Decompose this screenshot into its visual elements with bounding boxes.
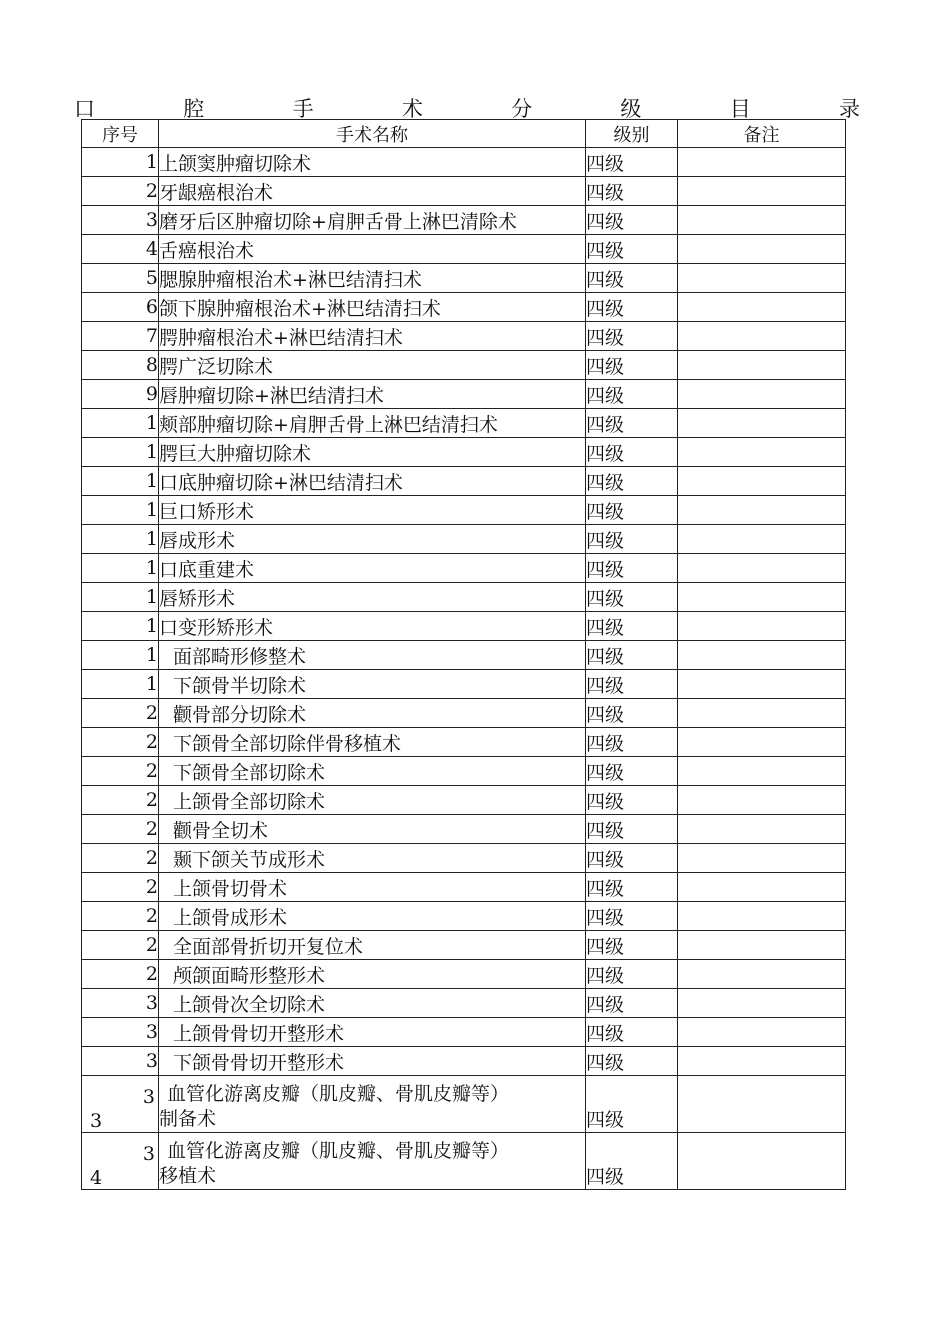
table-row — [82, 1018, 846, 1047]
surgery-level: 四级 — [586, 438, 678, 467]
table-row — [82, 815, 846, 844]
surgery-name: 上颌骨切骨术 — [159, 873, 586, 902]
surgery-name: 上颌窦肿瘤切除术 — [159, 148, 586, 177]
row-note — [678, 554, 846, 583]
surgery-level: 四级 — [586, 757, 678, 786]
table-row — [82, 438, 846, 467]
row-number: 2 — [82, 757, 159, 786]
row-number: 3 — [82, 206, 159, 235]
surgery-level: 四级 — [586, 148, 678, 177]
surgery-level: 四级 — [586, 293, 678, 322]
surgery-name: 舌癌根治术 — [159, 235, 586, 264]
row-note — [678, 206, 846, 235]
surgery-level: 四级 — [586, 1133, 678, 1190]
surgery-level: 四级 — [586, 322, 678, 351]
table-row — [82, 960, 846, 989]
row-number: 5 — [82, 264, 159, 293]
surgery-name: 上颌骨骨切开整形术 — [159, 1018, 586, 1047]
surgery-level: 四级 — [586, 235, 678, 264]
surgery-grading-table — [81, 119, 846, 1190]
table-row — [82, 989, 846, 1018]
table-row — [82, 670, 846, 699]
row-number: 1 — [82, 554, 159, 583]
surgery-level: 四级 — [586, 583, 678, 612]
row-number: 1 — [82, 612, 159, 641]
surgery-level: 四级 — [586, 873, 678, 902]
table-row — [82, 931, 846, 960]
row-number: 1 — [82, 641, 159, 670]
row-note — [678, 931, 846, 960]
title-char: 目 — [729, 97, 751, 121]
surgery-level: 四级 — [586, 264, 678, 293]
surgery-level: 四级 — [586, 409, 678, 438]
surgery-name: 面部畸形修整术 — [159, 641, 586, 670]
table-row — [82, 177, 846, 206]
table-row — [82, 525, 846, 554]
surgery-name: 牙龈癌根治术 — [159, 177, 586, 206]
row-note — [678, 525, 846, 554]
surgery-name: 磨牙后区肿瘤切除+肩胛舌骨上淋巴清除术 — [159, 206, 586, 235]
row-note — [678, 467, 846, 496]
table-row — [82, 148, 846, 177]
title-char: 级 — [620, 97, 642, 121]
row-note — [678, 438, 846, 467]
row-number: 2 — [82, 873, 159, 902]
row-number: 3 — [82, 989, 159, 1018]
surgery-name: 口变形矫形术 — [159, 612, 586, 641]
title-char: 分 — [511, 97, 533, 121]
title-char: 口 — [74, 97, 95, 121]
surgery-level: 四级 — [586, 525, 678, 554]
table-row — [82, 554, 846, 583]
surgery-name: 腮腺肿瘤根治术+淋巴结清扫术 — [159, 264, 586, 293]
table-row — [82, 641, 846, 670]
surgery-name — [159, 1076, 586, 1133]
surgery-name-line: 血管化游离皮瓣（肌皮瓣、骨肌皮瓣等） — [167, 1140, 510, 1162]
title-char: 腔 — [183, 97, 205, 121]
row-number: 2 — [82, 786, 159, 815]
surgery-level: 四级 — [586, 554, 678, 583]
header-level: 级别 — [586, 120, 678, 148]
surgery-level: 四级 — [586, 670, 678, 699]
surgery-level: 四级 — [586, 351, 678, 380]
row-number: 1 — [82, 496, 159, 525]
surgery-name: 颊部肿瘤切除+肩胛舌骨上淋巴结清扫术 — [159, 409, 586, 438]
title-char: 术 — [401, 97, 423, 121]
title-char: 录 — [838, 97, 860, 121]
surgery-name: 颅颌面畸形整形术 — [159, 960, 586, 989]
table-row — [82, 786, 846, 815]
table-row — [82, 728, 846, 757]
row-number: 9 — [82, 380, 159, 409]
table-row — [82, 380, 846, 409]
table-row — [82, 757, 846, 786]
row-note — [678, 960, 846, 989]
row-number: 2 — [82, 844, 159, 873]
table-row — [82, 293, 846, 322]
row-number-part: 3 — [90, 1110, 103, 1132]
surgery-name: 口底肿瘤切除+淋巴结清扫术 — [159, 467, 586, 496]
surgery-name: 全面部骨折切开复位术 — [159, 931, 586, 960]
surgery-level: 四级 — [586, 1018, 678, 1047]
surgery-level: 四级 — [586, 380, 678, 409]
row-note — [678, 902, 846, 931]
row-note — [678, 177, 846, 206]
row-note — [678, 670, 846, 699]
row-note — [678, 786, 846, 815]
surgery-level: 四级 — [586, 728, 678, 757]
table-row — [82, 1076, 846, 1133]
row-note — [678, 873, 846, 902]
row-number — [82, 1133, 159, 1190]
row-number: 1 — [82, 583, 159, 612]
surgery-name-line: 移植术 — [159, 1165, 217, 1187]
row-note — [678, 1076, 846, 1133]
row-note — [678, 728, 846, 757]
row-note — [678, 1133, 846, 1190]
surgery-level: 四级 — [586, 641, 678, 670]
row-note — [678, 583, 846, 612]
row-number: 8 — [82, 351, 159, 380]
row-number: 3 — [82, 1018, 159, 1047]
row-number: 1 — [82, 438, 159, 467]
row-note — [678, 148, 846, 177]
surgery-level: 四级 — [586, 177, 678, 206]
surgery-name-line: 制备术 — [159, 1108, 217, 1130]
surgery-name: 下颌骨全部切除伴骨移植术 — [159, 728, 586, 757]
table-row — [82, 351, 846, 380]
surgery-name: 上颌骨成形术 — [159, 902, 586, 931]
row-number: 2 — [82, 902, 159, 931]
surgery-level: 四级 — [586, 989, 678, 1018]
surgery-level: 四级 — [586, 467, 678, 496]
row-number: 1 — [82, 670, 159, 699]
row-number-part: 4 — [90, 1167, 103, 1189]
row-note — [678, 612, 846, 641]
surgery-name-line: 血管化游离皮瓣（肌皮瓣、骨肌皮瓣等） — [167, 1083, 510, 1105]
surgery-name: 上颌骨次全切除术 — [159, 989, 586, 1018]
surgery-name: 下颌骨半切除术 — [159, 670, 586, 699]
row-number: 2 — [82, 960, 159, 989]
row-number: 2 — [82, 815, 159, 844]
row-note — [678, 380, 846, 409]
table-row — [82, 1133, 846, 1190]
row-note — [678, 641, 846, 670]
row-number: 6 — [82, 293, 159, 322]
table-row — [82, 612, 846, 641]
row-number: 3 — [82, 1047, 159, 1076]
row-note — [678, 322, 846, 351]
surgery-level: 四级 — [586, 960, 678, 989]
surgery-name: 下颌骨全部切除术 — [159, 757, 586, 786]
table-header-row — [82, 120, 846, 148]
row-number: 1 — [82, 409, 159, 438]
surgery-level: 四级 — [586, 902, 678, 931]
table-row — [82, 902, 846, 931]
row-number — [82, 1076, 159, 1133]
row-note — [678, 844, 846, 873]
row-number: 2 — [82, 699, 159, 728]
row-note — [678, 264, 846, 293]
surgery-name — [159, 1133, 586, 1190]
surgery-name: 唇成形术 — [159, 525, 586, 554]
header-note: 备注 — [678, 120, 846, 148]
surgery-level: 四级 — [586, 1076, 678, 1133]
surgery-name: 上颌骨全部切除术 — [159, 786, 586, 815]
row-number: 1 — [82, 467, 159, 496]
surgery-name: 腭巨大肿瘤切除术 — [159, 438, 586, 467]
document-title — [74, 95, 860, 121]
surgery-level: 四级 — [586, 931, 678, 960]
title-char: 手 — [292, 97, 314, 121]
surgery-name: 颧骨部分切除术 — [159, 699, 586, 728]
surgery-name: 腭广泛切除术 — [159, 351, 586, 380]
table-row — [82, 467, 846, 496]
row-note — [678, 757, 846, 786]
table-row — [82, 844, 846, 873]
row-note — [678, 699, 846, 728]
table-row — [82, 1047, 846, 1076]
surgery-level: 四级 — [586, 815, 678, 844]
table-row — [82, 699, 846, 728]
table-row — [82, 322, 846, 351]
surgery-name: 唇肿瘤切除+淋巴结清扫术 — [159, 380, 586, 409]
surgery-level: 四级 — [586, 206, 678, 235]
surgery-name: 颌下腺肿瘤根治术+淋巴结清扫术 — [159, 293, 586, 322]
table-row — [82, 583, 846, 612]
row-note — [678, 235, 846, 264]
row-note — [678, 293, 846, 322]
row-number-part: 3 — [142, 1143, 155, 1165]
table-row — [82, 206, 846, 235]
table-row — [82, 873, 846, 902]
table-row — [82, 235, 846, 264]
surgery-level: 四级 — [586, 612, 678, 641]
row-note — [678, 1018, 846, 1047]
table-row — [82, 409, 846, 438]
row-number: 2 — [82, 931, 159, 960]
row-number: 2 — [82, 177, 159, 206]
surgery-name: 唇矫形术 — [159, 583, 586, 612]
table-row — [82, 496, 846, 525]
row-note — [678, 351, 846, 380]
surgery-level: 四级 — [586, 844, 678, 873]
row-note — [678, 1047, 846, 1076]
row-note — [678, 815, 846, 844]
table-row — [82, 264, 846, 293]
row-note — [678, 409, 846, 438]
surgery-name: 下颌骨骨切开整形术 — [159, 1047, 586, 1076]
row-number: 4 — [82, 235, 159, 264]
row-number: 1 — [82, 525, 159, 554]
row-number: 2 — [82, 728, 159, 757]
surgery-level: 四级 — [586, 786, 678, 815]
surgery-level: 四级 — [586, 1047, 678, 1076]
surgery-name: 颞下颌关节成形术 — [159, 844, 586, 873]
surgery-level: 四级 — [586, 699, 678, 728]
surgery-level: 四级 — [586, 496, 678, 525]
row-note — [678, 496, 846, 525]
header-name: 手术名称 — [159, 120, 586, 148]
row-number: 1 — [82, 148, 159, 177]
surgery-name: 巨口矫形术 — [159, 496, 586, 525]
surgery-name: 口底重建术 — [159, 554, 586, 583]
surgery-name: 颧骨全切术 — [159, 815, 586, 844]
surgery-name: 腭肿瘤根治术+淋巴结清扫术 — [159, 322, 586, 351]
header-no: 序号 — [82, 120, 159, 148]
row-number: 7 — [82, 322, 159, 351]
row-number-part: 3 — [142, 1086, 155, 1108]
row-note — [678, 989, 846, 1018]
